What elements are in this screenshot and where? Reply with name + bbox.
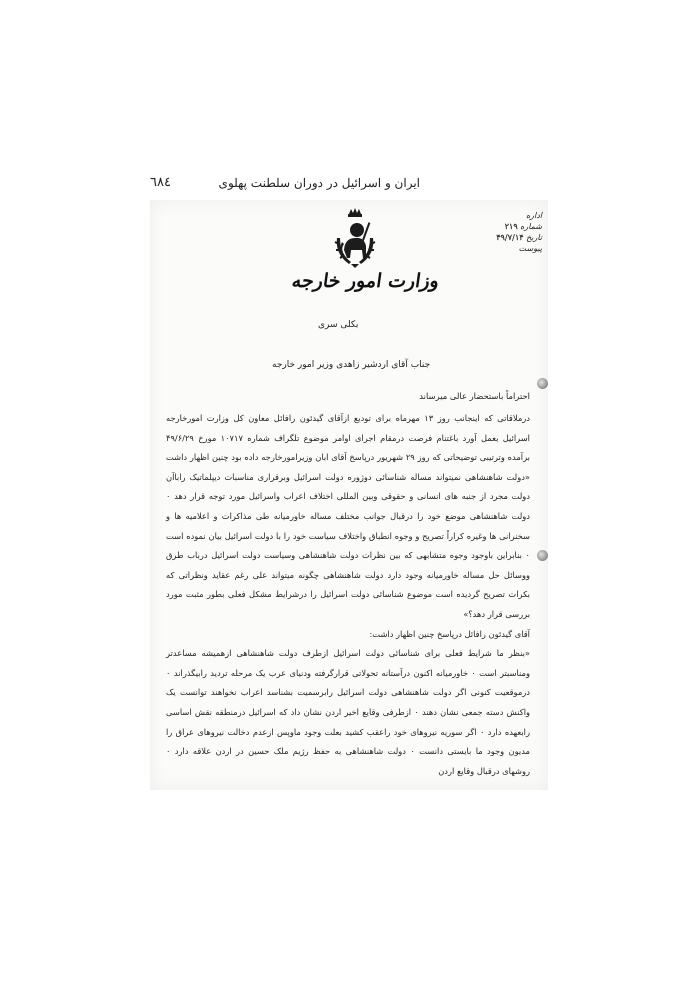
lion-and-sun-emblem-icon [331, 208, 379, 270]
page-number: ٦٨٤ [150, 175, 171, 190]
classification-label: بکلی سری [318, 320, 359, 330]
office-label: اداره [525, 211, 542, 220]
salutation-line: احتراماً باستحضار عالی میرساند [419, 391, 530, 401]
body-paragraph: آقای گیدئون رافائل درپاسخ چنین اظهار داشت: [369, 628, 530, 639]
register-block [490, 210, 542, 254]
addressee-line: جناب آقای اردشیر زاهدی وزیر امور خارجه [272, 360, 431, 370]
book-title: ایران و اسرائیل در دوران سلطنت پهلوی [218, 176, 420, 190]
punch-hole-icon [537, 378, 548, 389]
letter-body [166, 409, 530, 781]
body-paragraph: درملاقاتی که اینجانب روز ۱۳ مهرماه برای تودیع ازآقای گیدئون رافائل معاون کل وزارت امورخارجه اسرائیل بعمل آورد باغتنام فرصت درمقام اجرای اوامر موضوع تلگراف شماره ۱۰۷۱۷ مورخ ۴۹/۶/۲۹ برآمده وترتیبی توضیحاتی که روز ۲۹ شهریور درپاسخ آقای ابان وزیرامورخارجه داده بود چنین اظهار داشت «دولت شاهنشاهی نمیتواند مساله شناسائی دوژوره دولت اسرائیل وبرقراری مناسبات دیپلماتیک راباآن دولت مجرد از جنبه های انسانی و حقوقی وبین المللی اختلاف اعراب واسرائیل مورد توجه قرار دهد ٠ دولت شاهنشاهی موضع خود را درقبال جوانب مختلف مساله خاورمیانه طی مذاکرات و اعلامیه ها و سخنرانی ها وغیره کراراً تصریح و وجوه انطباق واختلاف سیاست خود را با دولت اسرائیل بیان نموده است ٠ بنابراین باوجود وجوه متشابهی که بین نظرات دولت شاهنشاهی وسیاست دولت اسرائیل درباب طرق ووسائل حل مساله خاورمیانه وجود دارد دولت شاهنشاهی چگونه میتواند علی رغم عقاید ونظراتی که بکرات تصریح گردیده است موضوع شناسائی دولت اسرائیل را درشرایط مشکل فعلی بطور مثبت مورد بررسی قرار دهد؟» [166, 413, 530, 619]
scanned-letter [150, 200, 548, 790]
running-header [150, 172, 548, 194]
date-label: تاریخ [526, 233, 542, 242]
number-label: شماره [520, 222, 542, 231]
attachment-label: پیوست [518, 244, 542, 253]
punch-hole-icon [537, 550, 548, 561]
number-value: ۲۱۹ [504, 221, 518, 231]
date-value: ۴۹/۷/۱۴ [496, 232, 524, 242]
body-paragraph: «بنظر ما شرایط فعلی برای شناسائی دولت اسرائیل ازطرف دولت شاهنشاهی ازهمیشه مساعدتر ومناسبتر است ٠ خاورمیانه اکنون درآستانه تحولاتی قرارگرفته ودنیای عرب یک مرحله تردید رابیگذراند ٠ درموقعیت کنونی اگر دولت شاهنشاهی دولت اسرائیل رابرسمیت بشناسد اعراب نخواهند توانست یک واکنش دسته جمعی نشان دهند ٠ ازطرفی وقایع اخیر اردن نشان داد که اسرائیل درمنطقه نقش اساسی رابعهده دارد ٠ اگر سوریه نیروهای خود راعقب کشید بعلت وجود ماوپس ازعدم دخالت نیروهای عراق را مدیون وجود ما بایستی دانست ٠ دولت شاهنشاهی به حفظ رژیم ملک حسین در اردن علاقه دارد ٠ روشهای درقبال وقایع اردن [166, 648, 531, 776]
ministry-title: وزارت امور خارجه [290, 270, 441, 292]
